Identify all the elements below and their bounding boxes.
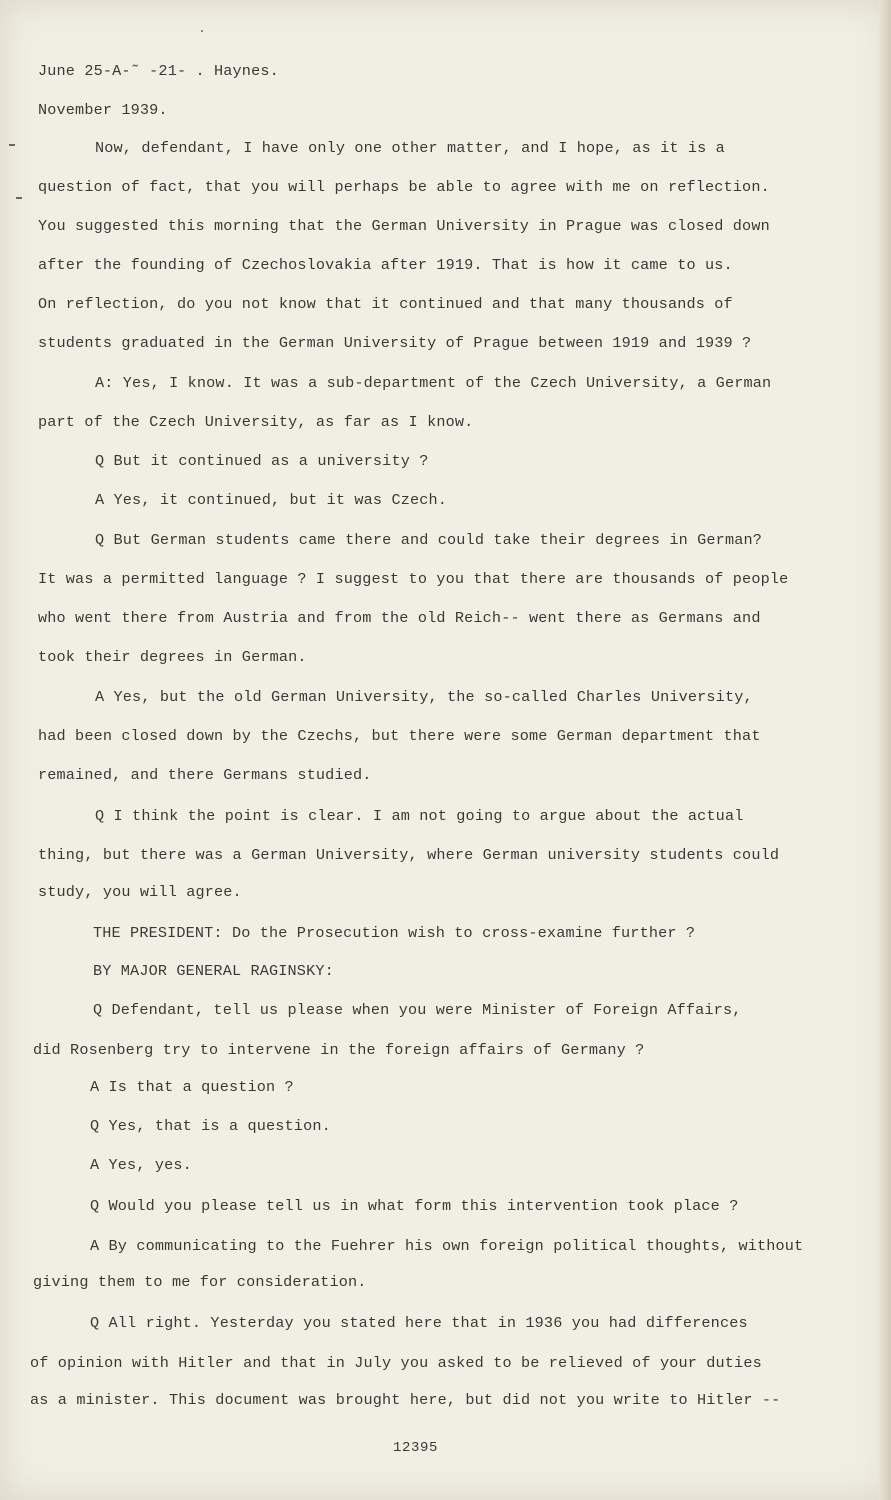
transcript-line: Q But it continued as a university ? — [95, 452, 429, 470]
transcript-line: had been closed down by the Czechs, but there were some German department that — [38, 727, 761, 745]
transcript-line: A By communicating to the Fuehrer his own foreign political thoughts, without — [90, 1237, 804, 1255]
transcript-line: A Is that a question ? — [90, 1078, 294, 1096]
transcript-line: On reflection, do you not know that it continued and that many thousands of — [38, 295, 733, 313]
page-number: 12395 — [393, 1440, 439, 1456]
transcript-line: A Yes, yes. — [90, 1156, 192, 1174]
transcript-line: remained, and there Germans studied. — [38, 766, 372, 784]
transcript-line: students graduated in the German University of Prague between 1919 and 1939 ? — [38, 334, 752, 352]
transcript-line: part of the Czech University, as far as I know. — [38, 413, 474, 431]
transcript-line: of opinion with Hitler and that in July you asked to be relieved of your duties — [30, 1354, 762, 1372]
transcript-line: giving them to me for consideration. — [33, 1273, 367, 1291]
transcript-line: Q All right. Yesterday you stated here that in 1936 you had differences — [90, 1314, 748, 1332]
transcript-line: did Rosenberg try to intervene in the foreign affairs of Germany ? — [33, 1041, 645, 1059]
transcript-line: Q Would you please tell us in what form this intervention took place ? — [90, 1197, 739, 1215]
transcript-line: Now, defendant, I have only one other matter, and I hope, as it is a — [95, 139, 725, 157]
transcript-line: BY MAJOR GENERAL RAGINSKY: — [93, 962, 334, 980]
header-context-line: November 1939. — [38, 101, 168, 119]
top-dot-mark — [201, 30, 203, 32]
transcript-line: who went there from Austria and from the old Reich-- went there as Germans and — [38, 609, 761, 627]
page-edge-shadow — [879, 0, 891, 1500]
transcript-line: study, you will agree. — [38, 883, 242, 901]
transcript-line: as a minister. This document was brought here, but did not you write to Hitler -- — [30, 1391, 781, 1409]
transcript-line: Q Yes, that is a question. — [90, 1117, 331, 1135]
transcript-line: Q I think the point is clear. I am not going to argue about the actual — [95, 807, 744, 825]
transcript-line: Q Defendant, tell us please when you were Minister of Foreign Affairs, — [93, 1001, 742, 1019]
transcript-line: question of fact, that you will perhaps be able to agree with me on reflection. — [38, 178, 770, 196]
transcript-line: It was a permitted language ? I suggest to you that there are thousands of people — [38, 570, 789, 588]
transcript-line: A Yes, it continued, but it was Czech. — [95, 491, 448, 509]
transcript-line: A: Yes, I know. It was a sub-department of the Czech University, a German — [95, 374, 772, 392]
transcript-line: took their degrees in German. — [38, 648, 307, 666]
transcript-line: You suggested this morning that the German University in Prague was closed down — [38, 217, 770, 235]
transcript-line: THE PRESIDENT: Do the Prosecution wish to cross-examine further ? — [93, 924, 696, 942]
transcript-line: after the founding of Czechoslovakia after 1919. That is how it came to us. — [38, 256, 733, 274]
margin-mark — [9, 144, 15, 146]
transcript-line: thing, but there was a German University, where German university students could — [38, 846, 780, 864]
header-date-line: June 25-A-˜ -21- . Haynes. — [38, 62, 279, 80]
margin-mark — [16, 197, 22, 199]
transcript-line: A Yes, but the old German University, the so-called Charles University, — [95, 688, 753, 706]
transcript-line: Q But German students came there and could take their degrees in German? — [95, 531, 763, 549]
